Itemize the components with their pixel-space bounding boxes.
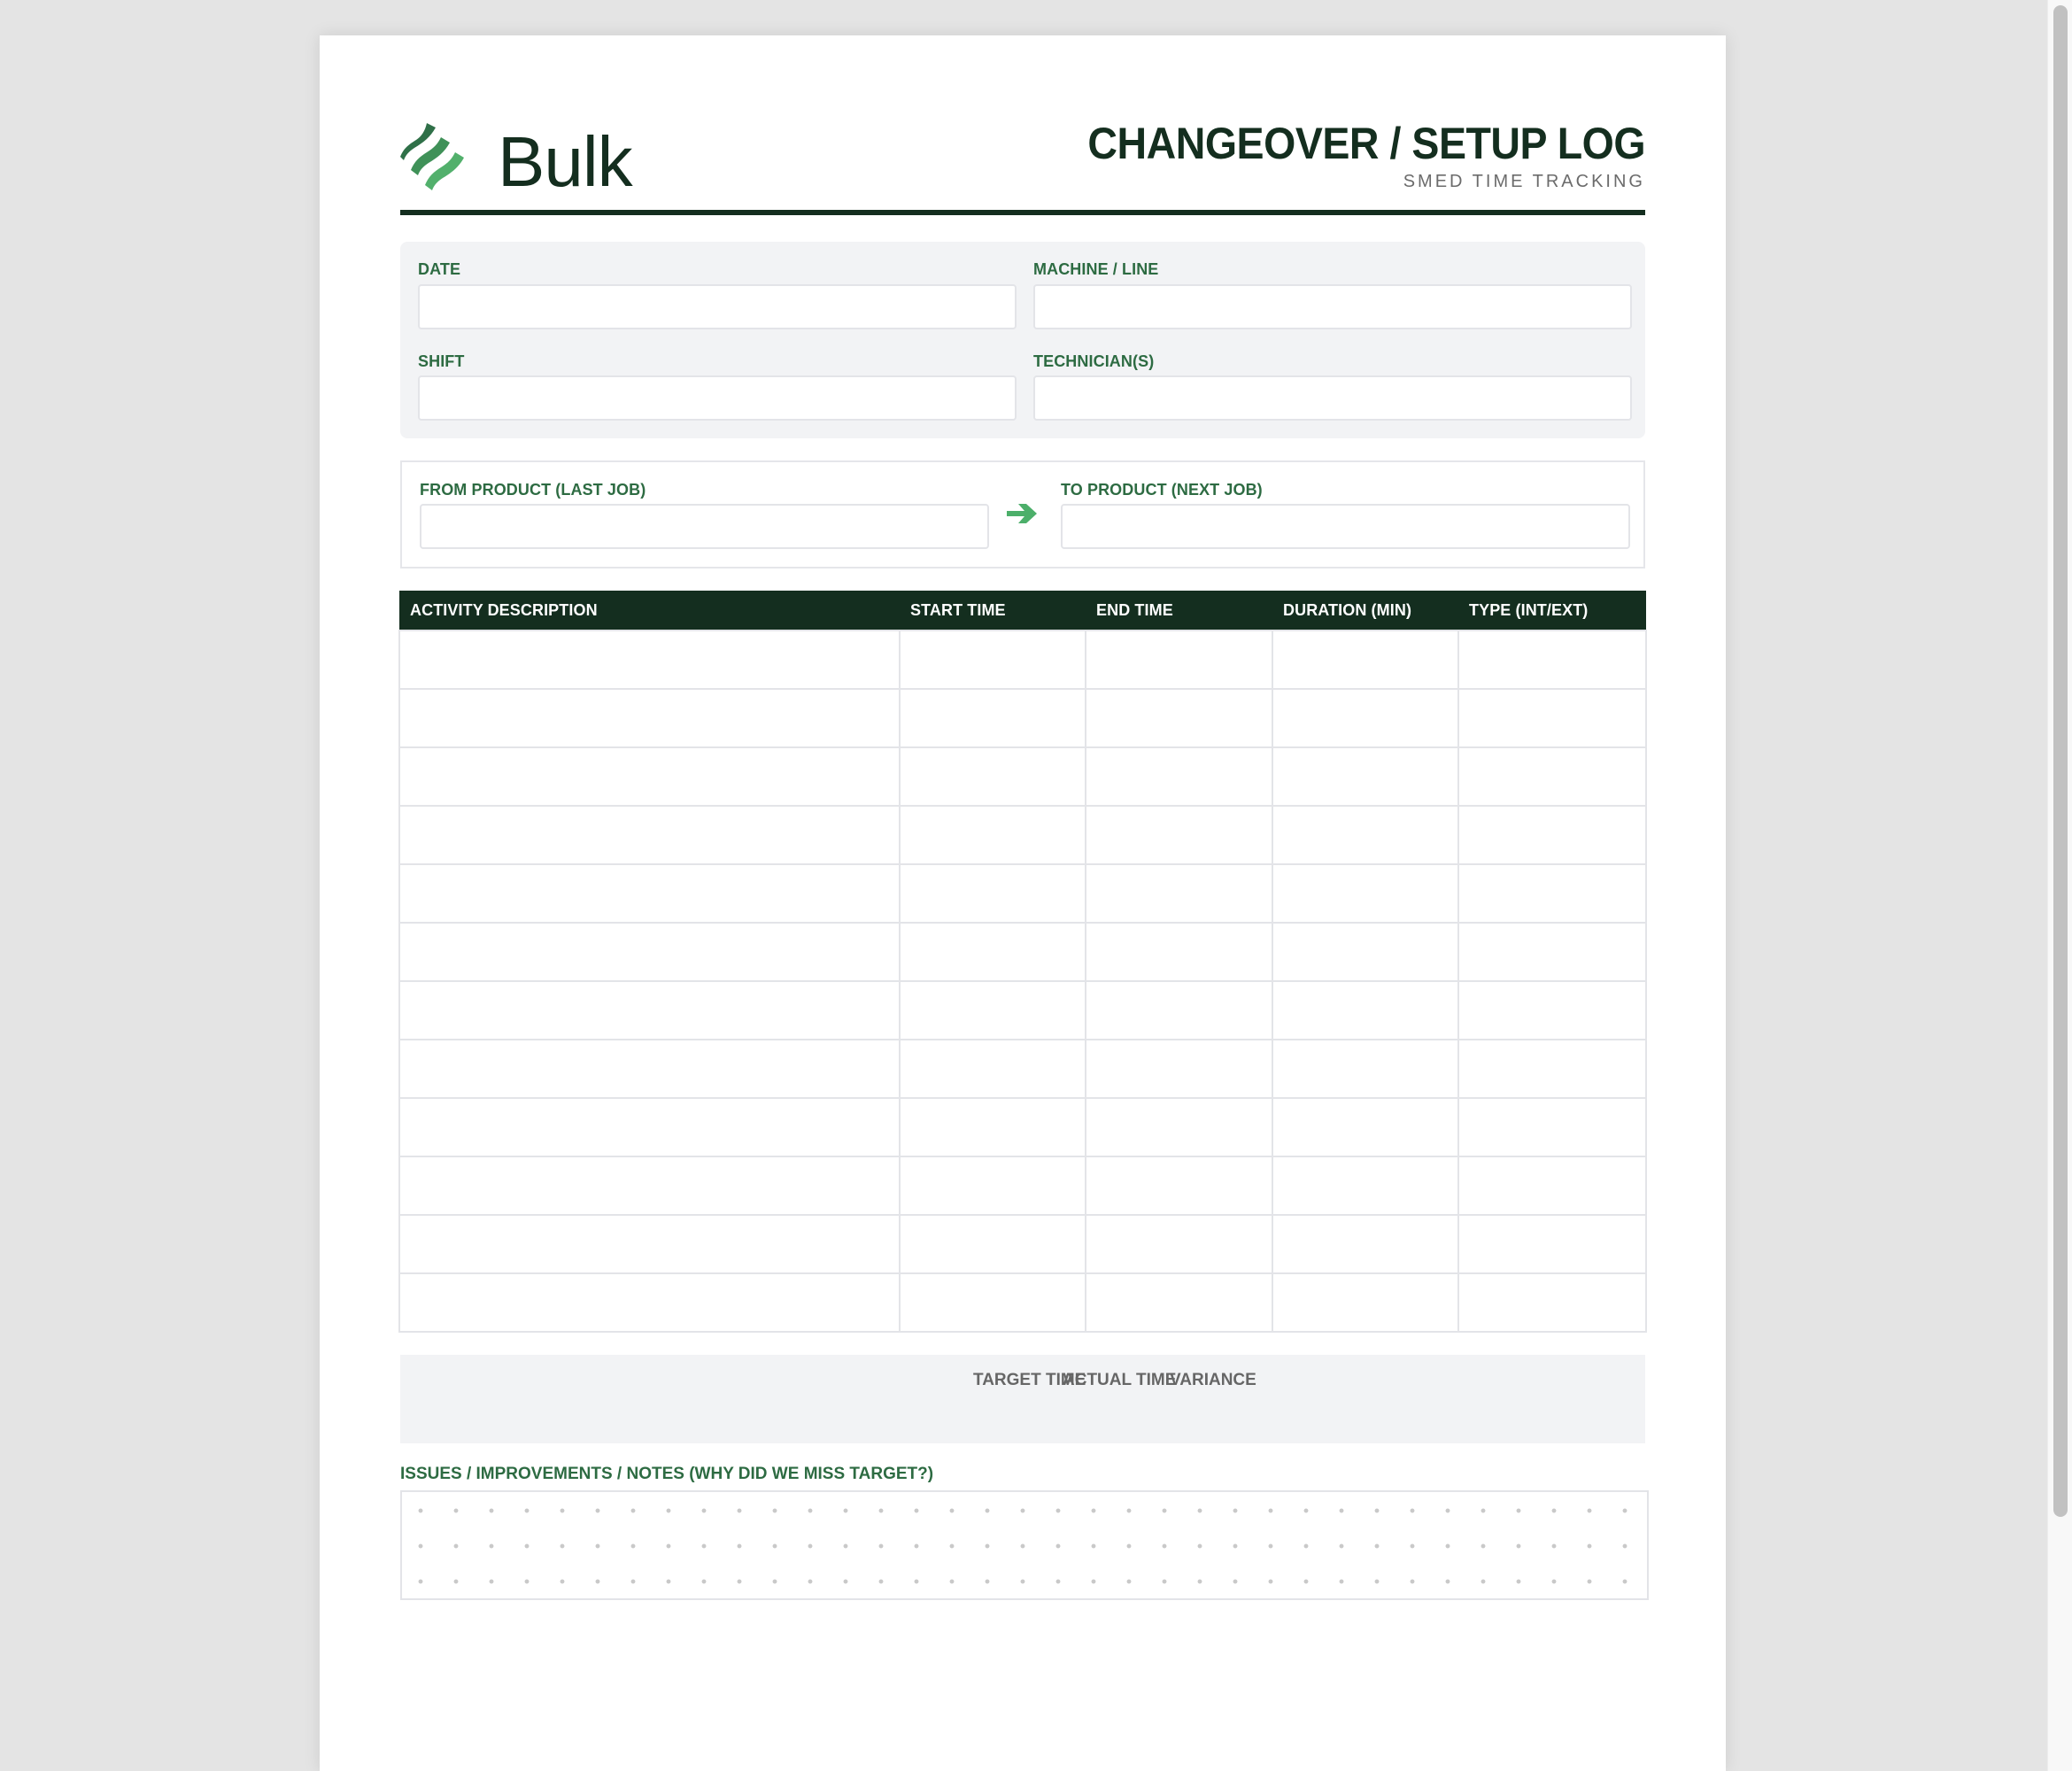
duration-input[interactable] [1273, 982, 1457, 1039]
column-header-end-time: END TIME [1086, 591, 1272, 630]
table-cell-activity [399, 923, 900, 981]
table-cell-duration [1272, 864, 1458, 923]
type-input[interactable] [1459, 982, 1645, 1039]
activity-input[interactable] [400, 748, 899, 805]
table-row [399, 689, 1646, 747]
duration-input[interactable] [1273, 1099, 1457, 1156]
time-summary-bar [400, 1355, 1645, 1443]
table-cell-start-time [900, 1156, 1086, 1215]
shift-label: SHIFT [418, 352, 465, 370]
table-cell-end-time [1086, 806, 1272, 864]
table-cell-activity [399, 747, 900, 806]
table-cell-start-time [900, 630, 1086, 689]
table-cell-end-time [1086, 630, 1272, 689]
table-cell-end-time [1086, 1156, 1272, 1215]
brand-name: Bulk [498, 122, 632, 201]
type-input[interactable] [1459, 1040, 1645, 1097]
duration-input[interactable] [1273, 1274, 1457, 1331]
table-row [399, 1156, 1646, 1215]
table-cell-activity [399, 689, 900, 747]
start-time-input[interactable] [901, 748, 1085, 805]
duration-input[interactable] [1273, 865, 1457, 922]
type-input[interactable] [1459, 1274, 1645, 1331]
start-time-input[interactable] [901, 690, 1085, 746]
end-time-input[interactable] [1086, 807, 1272, 863]
scrollbar-thumb[interactable] [2053, 5, 2068, 1517]
to-product-field[interactable] [1061, 504, 1630, 549]
table-cell-start-time [900, 1273, 1086, 1332]
table-cell-activity [399, 1215, 900, 1273]
start-time-input[interactable] [901, 1216, 1085, 1272]
table-cell-end-time [1086, 1098, 1272, 1156]
table-cell-type [1458, 981, 1646, 1040]
to-product-label: TO PRODUCT (NEXT JOB) [1061, 481, 1263, 499]
type-input[interactable] [1459, 690, 1645, 746]
table-cell-end-time [1086, 981, 1272, 1040]
shift-field[interactable] [418, 375, 1017, 421]
technicians-field[interactable] [1033, 375, 1632, 421]
table-row [399, 864, 1646, 923]
table-cell-type [1458, 806, 1646, 864]
table-cell-activity [399, 1040, 900, 1098]
notes-label: ISSUES / IMPROVEMENTS / NOTES (WHY DID WE MISS TARGET?) [400, 1465, 934, 1483]
type-input[interactable] [1459, 1099, 1645, 1156]
duration-input[interactable] [1273, 748, 1457, 805]
notes-textarea[interactable] [400, 1490, 1649, 1600]
table-cell-start-time [900, 981, 1086, 1040]
start-time-input[interactable] [901, 631, 1085, 688]
duration-input[interactable] [1273, 1157, 1457, 1214]
table-row [399, 747, 1646, 806]
table-cell-duration [1272, 689, 1458, 747]
activity-log-table [398, 591, 1647, 1333]
table-cell-activity [399, 1273, 900, 1332]
table-cell-type [1458, 1156, 1646, 1215]
date-label: DATE [418, 260, 461, 278]
table-header-row [399, 591, 1646, 630]
date-field[interactable] [418, 284, 1017, 329]
page-title: CHANGEOVER / SETUP LOG [1087, 119, 1645, 168]
duration-input[interactable] [1273, 1040, 1457, 1097]
end-time-input[interactable] [1086, 982, 1272, 1039]
table-cell-activity [399, 1156, 900, 1215]
machine-line-label: MACHINE / LINE [1033, 260, 1159, 278]
table-cell-duration [1272, 806, 1458, 864]
table-cell-duration [1272, 923, 1458, 981]
table-cell-duration [1272, 1273, 1458, 1332]
table-cell-start-time [900, 806, 1086, 864]
table-cell-end-time [1086, 864, 1272, 923]
table-cell-duration [1272, 1098, 1458, 1156]
table-cell-activity [399, 806, 900, 864]
start-time-input[interactable] [901, 1040, 1085, 1097]
table-cell-activity [399, 864, 900, 923]
from-product-field[interactable] [420, 504, 989, 549]
table-cell-activity [399, 1098, 900, 1156]
end-time-input[interactable] [1086, 1157, 1272, 1214]
table-cell-end-time [1086, 1040, 1272, 1098]
end-time-input[interactable] [1086, 1099, 1272, 1156]
activity-input[interactable] [400, 982, 899, 1039]
table-cell-type [1458, 689, 1646, 747]
start-time-input[interactable] [901, 1099, 1085, 1156]
start-time-input[interactable] [901, 1157, 1085, 1214]
bulk-logo-icon [400, 121, 476, 197]
activity-table-body [399, 630, 1646, 1332]
table-cell-end-time [1086, 1215, 1272, 1273]
start-time-input[interactable] [901, 807, 1085, 863]
duration-input[interactable] [1273, 924, 1457, 980]
duration-input[interactable] [1273, 1216, 1457, 1272]
duration-input[interactable] [1273, 690, 1457, 746]
activity-input[interactable] [400, 1099, 899, 1156]
table-cell-duration [1272, 981, 1458, 1040]
type-input[interactable] [1459, 924, 1645, 980]
table-cell-duration [1272, 1040, 1458, 1098]
start-time-input[interactable] [901, 982, 1085, 1039]
table-cell-end-time [1086, 689, 1272, 747]
column-header-start-time: START TIME [900, 591, 1086, 630]
table-cell-end-time [1086, 1273, 1272, 1332]
start-time-input[interactable] [901, 924, 1085, 980]
end-time-input[interactable] [1086, 924, 1272, 980]
end-time-input[interactable] [1086, 748, 1272, 805]
table-row [399, 981, 1646, 1040]
table-cell-start-time [900, 1215, 1086, 1273]
table-cell-duration [1272, 1156, 1458, 1215]
duration-input[interactable] [1273, 631, 1457, 688]
table-cell-type [1458, 864, 1646, 923]
table-cell-type [1458, 1098, 1646, 1156]
machine-line-field[interactable] [1033, 284, 1632, 329]
end-time-input[interactable] [1086, 1040, 1272, 1097]
table-cell-start-time [900, 923, 1086, 981]
type-input[interactable] [1459, 865, 1645, 922]
vertical-scrollbar[interactable] [2047, 0, 2072, 1771]
table-cell-start-time [900, 1098, 1086, 1156]
activity-input[interactable] [400, 631, 899, 688]
table-cell-type [1458, 1215, 1646, 1273]
target-time-label: TARGET TIME [973, 1371, 1086, 1389]
activity-input[interactable] [400, 1157, 899, 1214]
column-header-duration: DURATION (MIN) [1272, 591, 1458, 630]
table-row [399, 1040, 1646, 1098]
type-input[interactable] [1459, 1157, 1645, 1214]
table-cell-start-time [900, 689, 1086, 747]
activity-input[interactable] [400, 865, 899, 922]
activity-input[interactable] [400, 1216, 899, 1272]
table-cell-end-time [1086, 923, 1272, 981]
type-input[interactable] [1459, 807, 1645, 863]
table-cell-duration [1272, 630, 1458, 689]
end-time-input[interactable] [1086, 1216, 1272, 1272]
duration-input[interactable] [1273, 807, 1457, 863]
table-cell-end-time [1086, 747, 1272, 806]
table-cell-start-time [900, 864, 1086, 923]
column-header-type: TYPE (INT/EXT) [1458, 591, 1646, 630]
table-cell-type [1458, 1040, 1646, 1098]
table-row [399, 923, 1646, 981]
activity-input[interactable] [400, 807, 899, 863]
activity-input[interactable] [400, 1274, 899, 1331]
type-input[interactable] [1459, 631, 1645, 688]
table-row [399, 1273, 1646, 1332]
table-cell-duration [1272, 1215, 1458, 1273]
table-cell-type [1458, 1273, 1646, 1332]
start-time-input[interactable] [901, 865, 1085, 922]
arrow-right-icon [1007, 502, 1039, 525]
actual-time-label: ACTUAL TIME [1063, 1371, 1177, 1389]
activity-input[interactable] [400, 1040, 899, 1097]
table-row [399, 630, 1646, 689]
table-cell-type [1458, 630, 1646, 689]
table-cell-start-time [900, 747, 1086, 806]
type-input[interactable] [1459, 1216, 1645, 1272]
technicians-label: TECHNICIAN(S) [1033, 352, 1155, 370]
end-time-input[interactable] [1086, 1274, 1272, 1331]
end-time-input[interactable] [1086, 631, 1272, 688]
log-sheet-page [320, 35, 1726, 1771]
type-input[interactable] [1459, 748, 1645, 805]
page-subtitle: SMED TIME TRACKING [1403, 172, 1645, 191]
table-row [399, 806, 1646, 864]
from-product-label: FROM PRODUCT (LAST JOB) [420, 481, 646, 499]
variance-label: VARIANCE [1170, 1371, 1256, 1389]
table-row [399, 1215, 1646, 1273]
table-cell-type [1458, 923, 1646, 981]
table-cell-activity [399, 981, 900, 1040]
table-cell-type [1458, 747, 1646, 806]
table-cell-start-time [900, 1040, 1086, 1098]
product-change-panel [400, 460, 1645, 568]
table-cell-duration [1272, 747, 1458, 806]
column-header-activity: ACTIVITY DESCRIPTION [399, 591, 900, 630]
end-time-input[interactable] [1086, 865, 1272, 922]
job-info-panel [400, 242, 1645, 438]
end-time-input[interactable] [1086, 690, 1272, 746]
table-row [399, 1098, 1646, 1156]
activity-input[interactable] [400, 924, 899, 980]
table-cell-activity [399, 630, 900, 689]
activity-input[interactable] [400, 690, 899, 746]
header-divider [400, 210, 1645, 215]
start-time-input[interactable] [901, 1274, 1085, 1331]
